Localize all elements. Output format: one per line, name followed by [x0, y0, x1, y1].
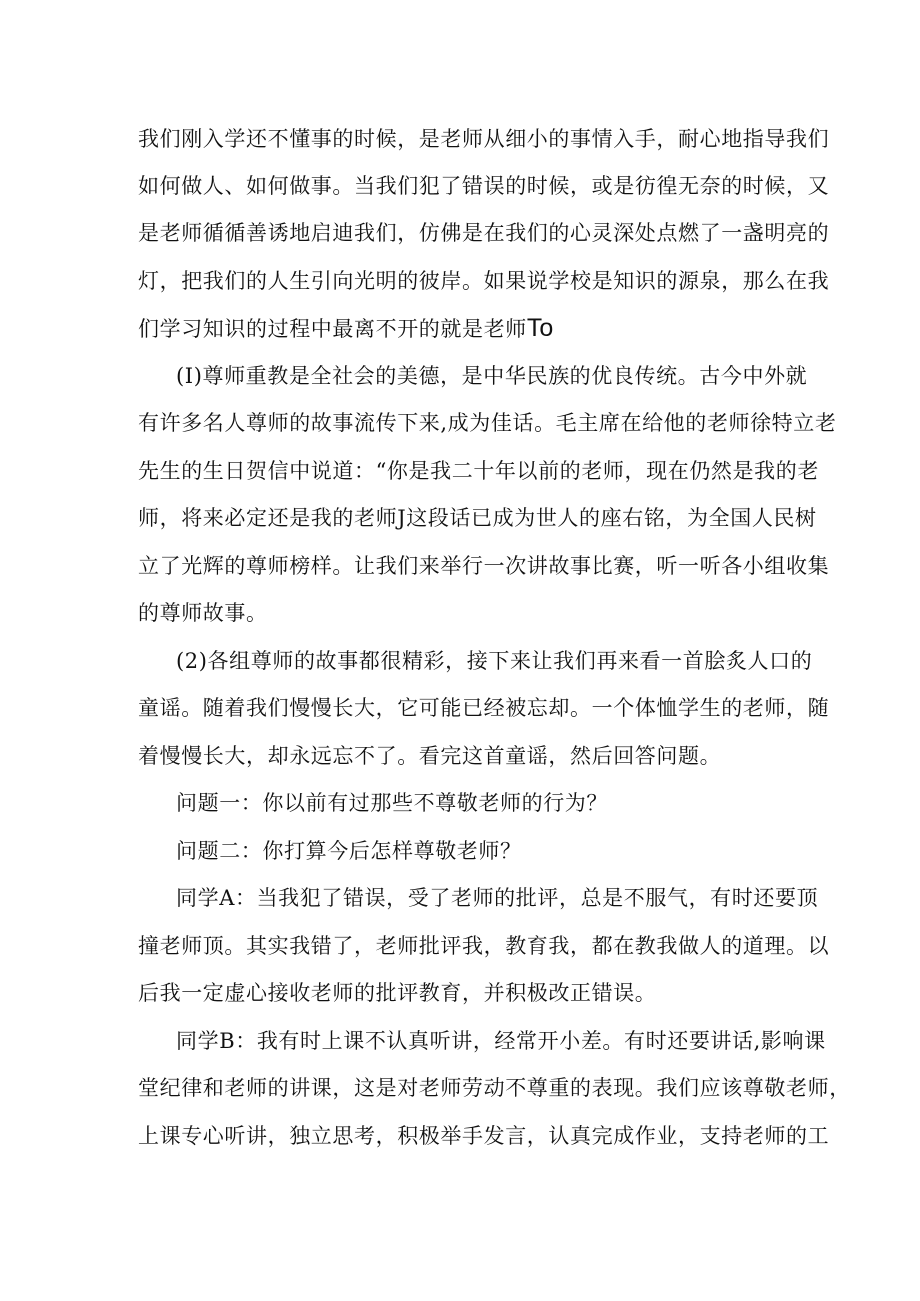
- text-line: 灯，把我们的人生引向光明的彼岸。如果说学校是知识的源泉，那么在我: [138, 269, 830, 293]
- text-span: 们学习知识的过程中最离不开的就是老师: [138, 317, 527, 341]
- question-one: 问题一：你以前有过那些不尊敬老师的行为？: [176, 791, 608, 815]
- text-line: 着慢慢长大，却永远忘不了。看完这首童谣，然后回答问题。: [138, 744, 722, 768]
- text-line: 我们刚入学还不懂事的时候，是老师从细小的事情入手，耐心地指导我们: [138, 127, 830, 151]
- text-line: (2)各组尊师的故事都很精彩，接下来让我们再来看一首脍炙人口的: [176, 649, 813, 673]
- question-two: 问题二：你打算今后怎样尊敬老师？: [176, 839, 522, 863]
- text-line: 堂纪律和老师的讲课，这是对老师劳动不尊重的表现。我们应该尊敬老师，: [138, 1076, 851, 1100]
- text-line: [138, 313, 553, 344]
- text-line: 同学B：我有时上课不认真听讲，经常开小差。有时还要讲话,影响课: [176, 1029, 826, 1053]
- text-line: 如何做人、如何做事。当我们犯了错误的时候，或是彷徨无奈的时候，又: [138, 174, 830, 198]
- text-line: 师，将来必定还是我的老师J这段话已成为世人的座右铭，为全国人民树: [138, 506, 817, 530]
- text-line: 后我一定虚心接收老师的批评教育，并积极改正错误。: [138, 981, 657, 1005]
- text-line: (I)尊师重教是全社会的美德，是中华民族的优良传统。古今中外就: [176, 364, 808, 388]
- text-line: 上课专心听讲，独立思考，积极举手发言，认真完成作业，支持老师的工: [138, 1124, 830, 1148]
- text-line: 童谣。随着我们慢慢长大，它可能已经被忘却。一个体恤学生的老师，随: [138, 696, 830, 720]
- text-line: 撞老师顶。其实我错了，老师批评我，教育我，都在教我做人的道理。以: [138, 934, 830, 958]
- text-line: 有许多名人尊师的故事流传下来,成为佳话。毛主席在给他的老师徐特立老: [138, 411, 837, 435]
- text-line: 的尊师故事。: [138, 601, 268, 625]
- stray-text: To: [526, 314, 554, 342]
- text-line: 是老师循循善诱地启迪我们，仿佛是在我们的心灵深处点燃了一盏明亮的: [138, 221, 830, 245]
- text-line: 先生的生日贺信中说道：“你是我二十年以前的老师，现在仍然是我的老: [138, 459, 819, 483]
- text-line: 立了光辉的尊师榜样。让我们来举行一次讲故事比赛，听一听各小组收集: [138, 554, 830, 578]
- text-line: 同学A：当我犯了错误，受了老师的批评，总是不服气，有时还要顶: [176, 886, 819, 910]
